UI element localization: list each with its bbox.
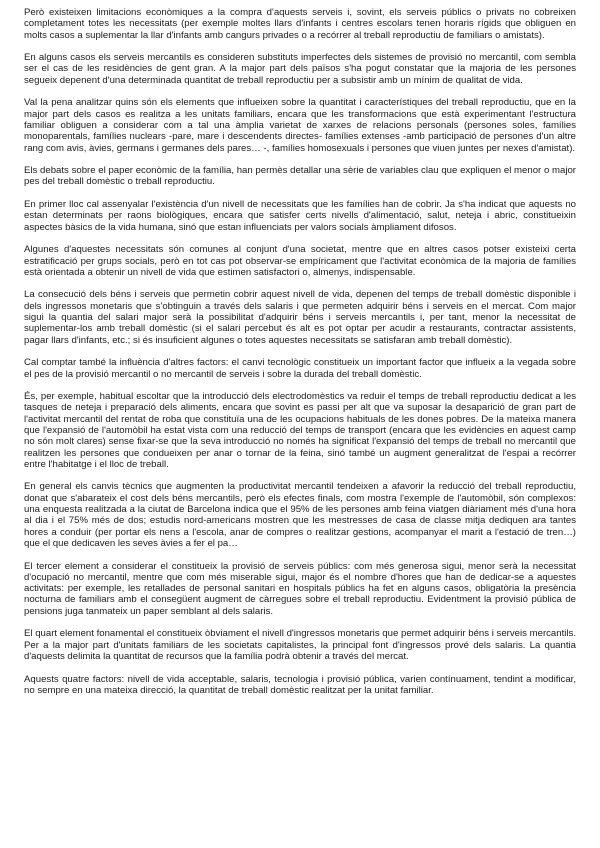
paragraph-1: Però existeixen limitacions econòmiques a la compra d'aquests serveis i, sovint, els serveis públics o privats no cobreixen completament totes les necessitats (per exemple moltes llars d'infants i centres escolars tenen horaris rígids que obliguen en molts casos a suplementar la llar d'infants amb cangurs privades o a recórrer al treball reproductiu de familiars o amistats). bbox=[24, 7, 576, 41]
paragraph-11: El tercer element a considerar el constitueix la provisió de serveis públics: com més generosa sigui, menor serà la necessitat d'ocupació no mercantil, mentre que com més miserable sigui, major és el nombre d'hores que han de dedicar-se a aquestes activitats: per exemple, les retallades de personal sanitari en hospitals públics ha fet en alguns casos, obligatòria la presència nocturna de familiars amb el consegüent augment de càrregues sobre el treball reproductiu. Evidentment la provisió pública de pensions juga tanmateix un paper semblant al dels salaris. bbox=[24, 560, 576, 617]
paragraph-12: El quart element fonamental el constitueix òbviament el nivell d'ingressos monetaris que permet adquirir béns i serveis mercantils. Per a la major part d'unitats familiars de les societats capitalistes, la principal font d'ingressos prové dels salaris. La quantia d'aquests delimita la quantitat de recursos que la família podrà obtenir a través del mercat. bbox=[24, 628, 576, 662]
paragraph-2: En alguns casos els serveis mercantils es consideren substituts imperfectes dels sistemes de provisió no mercantil, com sembla ser el cas de les residències de gent gran. A la major part dels països s'ha pogut constatar que la majoria de les persones segueix depenent d'una determinada quantitat de treball reproductiu per a subsistir amb un mínim de qualitat de vida. bbox=[24, 52, 576, 86]
paragraph-3: Val la pena analitzar quins són els elements que influeixen sobre la quantitat i característiques del treball reproductiu, que en la major part dels casos es realitza a les unitats familiars, encara que les transformacions que està experimentant l'estructura familiar obliguen a considerar com a tal una àmplia varietat de xarxes de relacions personals (persones soles, famílies monoparentals, famílies nuclears -pare, mare i descendents directes- famílies extenses -amb participació de persones d'un altre rang com avis, àvies, germans i germanes dels pares… -, famílies homosexuals i persones que viuen juntes per nexes d'amistat). bbox=[24, 97, 576, 154]
paragraph-6: Algunes d'aquestes necessitats són comunes al conjunt d'una societat, mentre que en altres casos potser existeixi certa estratificació per grups socials, però en tot cas pot observar-se empíricament que l'activitat econòmica de la majoria de famílies està orientada a obtenir un nivell de vida que estimen satisfactori o, almenys, indispensable. bbox=[24, 244, 576, 278]
paragraph-13: Aquests quatre factors: nivell de vida acceptable, salaris, tecnologia i provisió pública, varien contínuament, tendint a modificar, no sempre en una mateixa direcció, la quantitat de treball domèstic realitzat per la unitat familiar. bbox=[24, 673, 576, 696]
paragraph-8: Cal comptar també la influència d'altres factors: el canvi tecnològic constitueix un important factor que influeix a la vegada sobre el pes de la provisió mercantil o no mercantil de serveis i sobre la durada del treball domèstic. bbox=[24, 357, 576, 380]
paragraph-5: En primer lloc cal assenyalar l'existència d'un nivell de necessitats que les famílies han de cobrir. Ja s'ha indicat que aquests no estan determinats per raons biològiques, encara que satisfer certs nivells d'alimentació, salut, neteja i abric, constitueixin aspectes bàsics de la vida humana, sinó que estan influenciats per valors socials àmpliament difosos. bbox=[24, 199, 576, 233]
paragraph-4: Els debats sobre el paper econòmic de la família, han permès detallar una sèrie de variables clau que expliquen el menor o major pes del treball domèstic o treball reproductiu. bbox=[24, 165, 576, 188]
paragraph-10: En general els canvis tècnics que augmenten la productivitat mercantil tendeixen a afavorir la reducció del treball reproductiu, donat que s'abarateix el cost dels béns mercantils, però els efectes finals, com mostra l'exemple de l'automòbil, són complexos: una enquesta realitzada a la ciutat de Barcelona indica que el 95% de les persones amb feina viatgen diàriament més d'una hora al dia i el 75% més de dos; estudis nord-americans mostren que les mestresses de casa de classe mitja dediquen ara tantes hores a conduir (per portar els nens a l'escola, anar de compres o realitzar gestions, acompanyar el marit a l'estació de tren…) que el que dedicaven les seves àvies a fer el pa… bbox=[24, 481, 576, 549]
paragraph-9: És, per exemple, habitual escoltar que la introducció dels electrodomèstics va reduir el temps de treball reproductiu dedicat a les tasques de neteja i preparació dels aliments, encara que sovint es passi per alt que va suposar la desaparició de gran part de l'activitat mercantil del rentat de roba que constituïa una de les ocupacions habituals de les dones pobres. De la mateixa manera que l'expansió de l'automòbil ha estat vista com una reducció del temps de transport (encara que les evidències en aquest camp no són molt clares) sense fixar-se que la seva introducció no només ha significat l'expansió del temps de treball no mercantil que realitzen les persones que condueixen per anar o tornar de la feina, sinó també un augment generalitzat de l'espai a recórrer entre l'habitatge i el lloc de treball. bbox=[24, 391, 576, 470]
paragraph-7: La consecució dels béns i serveis que permetin cobrir aquest nivell de vida, depenen del temps de treball domèstic disponible i dels ingressos monetaris que s'obtinguin a través dels salaris i que permeten adquirir béns i serveis en el mercat. Com major sigui la quantia del salari major serà la possibilitat d'adquirir béns i serveis mercantils i, per tant, menor la necessitat de suplementar-los amb treball domèstic (si el salari percebut és alt es pot optar per acudir a restaurants, contractar assistents, pagar llars d'infants, etc.; si és insuficient algunes o totes aquestes necessitats se satisfaran amb treball domèstic). bbox=[24, 289, 576, 346]
